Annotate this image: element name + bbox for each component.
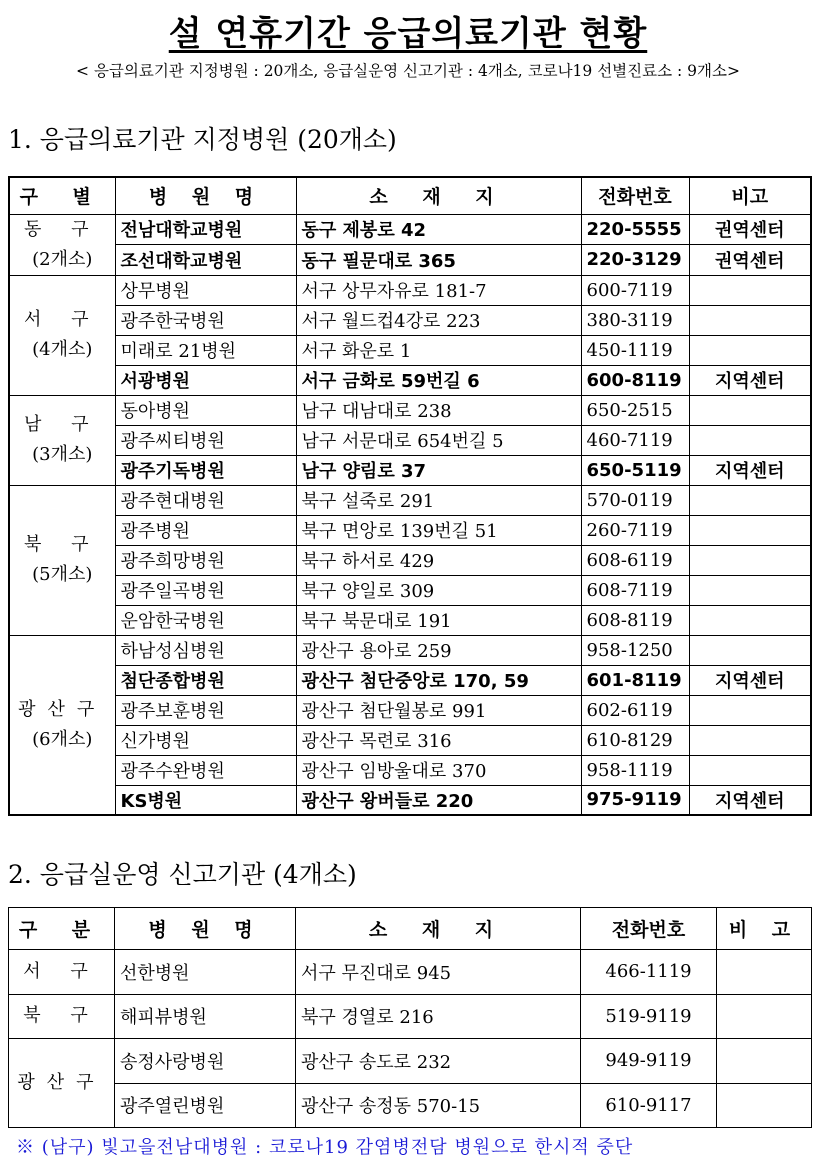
- hospital-phone: 650-2515: [581, 395, 689, 425]
- hospital-address: 서구 금화로 59번길 6: [296, 365, 581, 395]
- summary-line: < 응급의료기관 지정병원 : 20개소, 응급실운영 신고기관 : 4개소, 코로나19 선별진료소 : 9개소>: [76, 62, 740, 80]
- district-name: 서 구: [24, 309, 101, 330]
- hospital-name: 광주씨티병원: [115, 425, 296, 455]
- hospital-name: 운암한국병원: [115, 605, 296, 635]
- hospital-name: 광주병원: [115, 515, 296, 545]
- district-cell: [9, 950, 115, 995]
- page-title: 설 연휴기간 응급의료기관 현황: [168, 14, 648, 54]
- hospital-address: 서구 상무자유로 181-7: [296, 275, 581, 305]
- hospital-address: 북구 설죽로 291: [296, 485, 581, 515]
- section2-heading: 2. 응급실운영 신고기관 (4개소): [8, 860, 357, 889]
- hospital-address: 광산구 목련로 316: [296, 725, 581, 755]
- hospital-note: [717, 1083, 812, 1128]
- hospital-phone: 220-3129: [581, 245, 689, 276]
- col-header-district: 구 별: [9, 177, 115, 214]
- hospital-phone: 260-7119: [581, 515, 689, 545]
- hospital-note: [689, 605, 811, 635]
- table-row: [9, 545, 811, 575]
- hospital-name: 서광병원: [115, 365, 296, 395]
- hospital-name: 광주수완병원: [115, 755, 296, 785]
- hospital-phone: 608-7119: [581, 575, 689, 605]
- table-row: [9, 575, 811, 605]
- hospital-note: [689, 635, 811, 665]
- hospital-name: 광주한국병원: [115, 305, 296, 335]
- hospital-address: 북구 북문대로 191: [296, 605, 581, 635]
- table-row: [9, 245, 811, 276]
- col-header-hospital: 병 원 명: [115, 908, 296, 950]
- hospital-address: 광산구 송정동 570-15: [296, 1083, 581, 1128]
- district-count: (5개소): [32, 564, 93, 585]
- table-row: [9, 785, 811, 815]
- district-count: (3개소): [32, 444, 93, 465]
- table-row: [9, 1039, 812, 1084]
- district-name: 동 구: [24, 218, 101, 240]
- table-row: [9, 305, 811, 335]
- district-name: 광산구: [18, 698, 107, 720]
- hospital-note: [689, 695, 811, 725]
- hospital-phone: 380-3119: [581, 305, 689, 335]
- hospital-address: 광산구 왕버들로 220: [296, 785, 581, 815]
- district-cell: [9, 214, 115, 275]
- hospital-name: 선한병원: [115, 950, 296, 995]
- hospital-note: 지역센터: [689, 455, 811, 485]
- district-name: 북 구: [23, 1005, 100, 1027]
- hospital-name: 광주기독병원: [115, 455, 296, 485]
- hospital-note: [689, 485, 811, 515]
- district-cell: [9, 994, 115, 1039]
- hospital-note: [689, 335, 811, 365]
- hospital-phone: 601-8119: [581, 665, 689, 695]
- hospital-note: [717, 950, 812, 995]
- hospital-note: 지역센터: [689, 785, 811, 815]
- table-row: [9, 395, 811, 425]
- district-name: 남 구: [24, 414, 101, 435]
- hospital-address: 광산구 용아로 259: [296, 635, 581, 665]
- table-row: [9, 605, 811, 635]
- col-header-address: 소 재 지: [296, 177, 581, 214]
- hospital-name: 광주현대병원: [115, 485, 296, 515]
- hospital-phone: 570-0119: [581, 485, 689, 515]
- col-header-hospital: 병 원 명: [115, 177, 296, 214]
- table-header-row: [9, 908, 812, 950]
- table-row: [9, 665, 811, 695]
- hospital-note: [689, 425, 811, 455]
- hospital-phone: 608-6119: [581, 545, 689, 575]
- hospital-name: 광주일곡병원: [115, 575, 296, 605]
- hospital-name: 조선대학교병원: [115, 245, 296, 276]
- hospital-name: 미래로 21병원: [115, 335, 296, 365]
- table-row: [9, 695, 811, 725]
- table-row: [9, 485, 811, 515]
- hospital-phone: 608-8119: [581, 605, 689, 635]
- table-row: [9, 275, 811, 305]
- hospital-phone: 650-5119: [581, 455, 689, 485]
- hospital-note: [689, 545, 811, 575]
- hospital-address: 광산구 첨단월봉로 991: [296, 695, 581, 725]
- col-header-note: 비 고: [717, 908, 812, 950]
- hospital-address: 북구 경열로 216: [296, 994, 581, 1039]
- district-name: 북 구: [24, 534, 101, 555]
- hospital-address: 서구 월드컵4강로 223: [296, 305, 581, 335]
- district-cell: [9, 275, 115, 395]
- hospital-note: 지역센터: [689, 665, 811, 695]
- reported-er-table: [8, 907, 812, 1128]
- col-header-address: 소 재 지: [296, 908, 581, 950]
- hospital-name: 광주희망병원: [115, 545, 296, 575]
- hospital-address: 북구 하서로 429: [296, 545, 581, 575]
- hospital-note: 권역센터: [689, 214, 811, 245]
- hospital-note: [689, 305, 811, 335]
- hospital-phone: 519-9119: [581, 994, 717, 1039]
- district-count: (2개소): [32, 248, 93, 270]
- district-cell: [9, 1039, 115, 1128]
- hospital-note: [689, 575, 811, 605]
- hospital-phone: 600-8119: [581, 365, 689, 395]
- district-name: 서 구: [23, 960, 100, 982]
- table-row: [9, 425, 811, 455]
- hospital-address: 광산구 임방울대로 370: [296, 755, 581, 785]
- hospital-address: 남구 양림로 37: [296, 455, 581, 485]
- district-cell: [9, 395, 115, 485]
- hospital-note: [689, 725, 811, 755]
- hospital-name: 광주열린병원: [115, 1083, 296, 1128]
- hospital-note: [689, 395, 811, 425]
- table-row: [9, 1083, 812, 1128]
- hospital-note: [689, 275, 811, 305]
- hospital-address: 남구 대남대로 238: [296, 395, 581, 425]
- hospital-address: 광산구 첨단중앙로 170, 59: [296, 665, 581, 695]
- district-count: (6개소): [32, 728, 93, 750]
- hospital-phone: 602-6119: [581, 695, 689, 725]
- hospital-phone: 600-7119: [581, 275, 689, 305]
- district-name: 광산구: [17, 1072, 106, 1093]
- hospital-phone: 949-9119: [581, 1039, 717, 1084]
- designated-hospitals-table: [8, 176, 812, 816]
- district-cell: [9, 485, 115, 635]
- hospital-name: 해피뷰병원: [115, 994, 296, 1039]
- hospital-phone: 975-9119: [581, 785, 689, 815]
- table-row: [9, 455, 811, 485]
- hospital-phone: 450-1119: [581, 335, 689, 365]
- hospital-address: 동구 필문대로 365: [296, 245, 581, 276]
- col-header-district: 구 분: [9, 908, 115, 950]
- hospital-address: 광산구 송도로 232: [296, 1039, 581, 1084]
- hospital-note: [717, 994, 812, 1039]
- hospital-name: 첨단종합병원: [115, 665, 296, 695]
- hospital-name: 광주보훈병원: [115, 695, 296, 725]
- section1-heading: 1. 응급의료기관 지정병원 (20개소): [8, 125, 397, 154]
- hospital-note: [689, 755, 811, 785]
- table-row: [9, 214, 811, 245]
- table-row: [9, 635, 811, 665]
- district-count: (4개소): [32, 339, 93, 360]
- col-header-note: 비고: [689, 177, 811, 214]
- hospital-phone: 958-1250: [581, 635, 689, 665]
- hospital-phone: 460-7119: [581, 425, 689, 455]
- hospital-phone: 958-1119: [581, 755, 689, 785]
- hospital-name: 송정사랑병원: [115, 1039, 296, 1084]
- hospital-name: 하남성심병원: [115, 635, 296, 665]
- table-row: [9, 725, 811, 755]
- hospital-address: 동구 제봉로 42: [296, 214, 581, 245]
- hospital-phone: 610-9117: [581, 1083, 717, 1128]
- col-header-phone: 전화번호: [581, 177, 689, 214]
- hospital-phone: 220-5555: [581, 214, 689, 245]
- table-row: [9, 950, 812, 995]
- hospital-address: 서구 화운로 1: [296, 335, 581, 365]
- col-header-phone: 전화번호: [581, 908, 717, 950]
- hospital-note: 지역센터: [689, 365, 811, 395]
- hospital-phone: 610-8129: [581, 725, 689, 755]
- table-row: [9, 515, 811, 545]
- hospital-name: 동아병원: [115, 395, 296, 425]
- hospital-phone: 466-1119: [581, 950, 717, 995]
- hospital-address: 서구 무진대로 945: [296, 950, 581, 995]
- hospital-name: 상무병원: [115, 275, 296, 305]
- table-row: [9, 994, 812, 1039]
- hospital-address: 북구 양일로 309: [296, 575, 581, 605]
- hospital-name: KS병원: [115, 785, 296, 815]
- footnote: ※ (남구) 빛고을전남대병원 : 코로나19 감염병전담 병원으로 한시적 중단: [16, 1137, 634, 1158]
- table-row: [9, 755, 811, 785]
- hospital-name: 신가병원: [115, 725, 296, 755]
- table-row: [9, 335, 811, 365]
- hospital-address: 남구 서문대로 654번길 5: [296, 425, 581, 455]
- hospital-name: 전남대학교병원: [115, 214, 296, 245]
- table-row: [9, 365, 811, 395]
- district-cell: [9, 635, 115, 815]
- hospital-note: [689, 515, 811, 545]
- hospital-note: 권역센터: [689, 245, 811, 276]
- table-header-row: [9, 177, 811, 214]
- hospital-note: [717, 1039, 812, 1084]
- hospital-address: 북구 면앙로 139번길 51: [296, 515, 581, 545]
